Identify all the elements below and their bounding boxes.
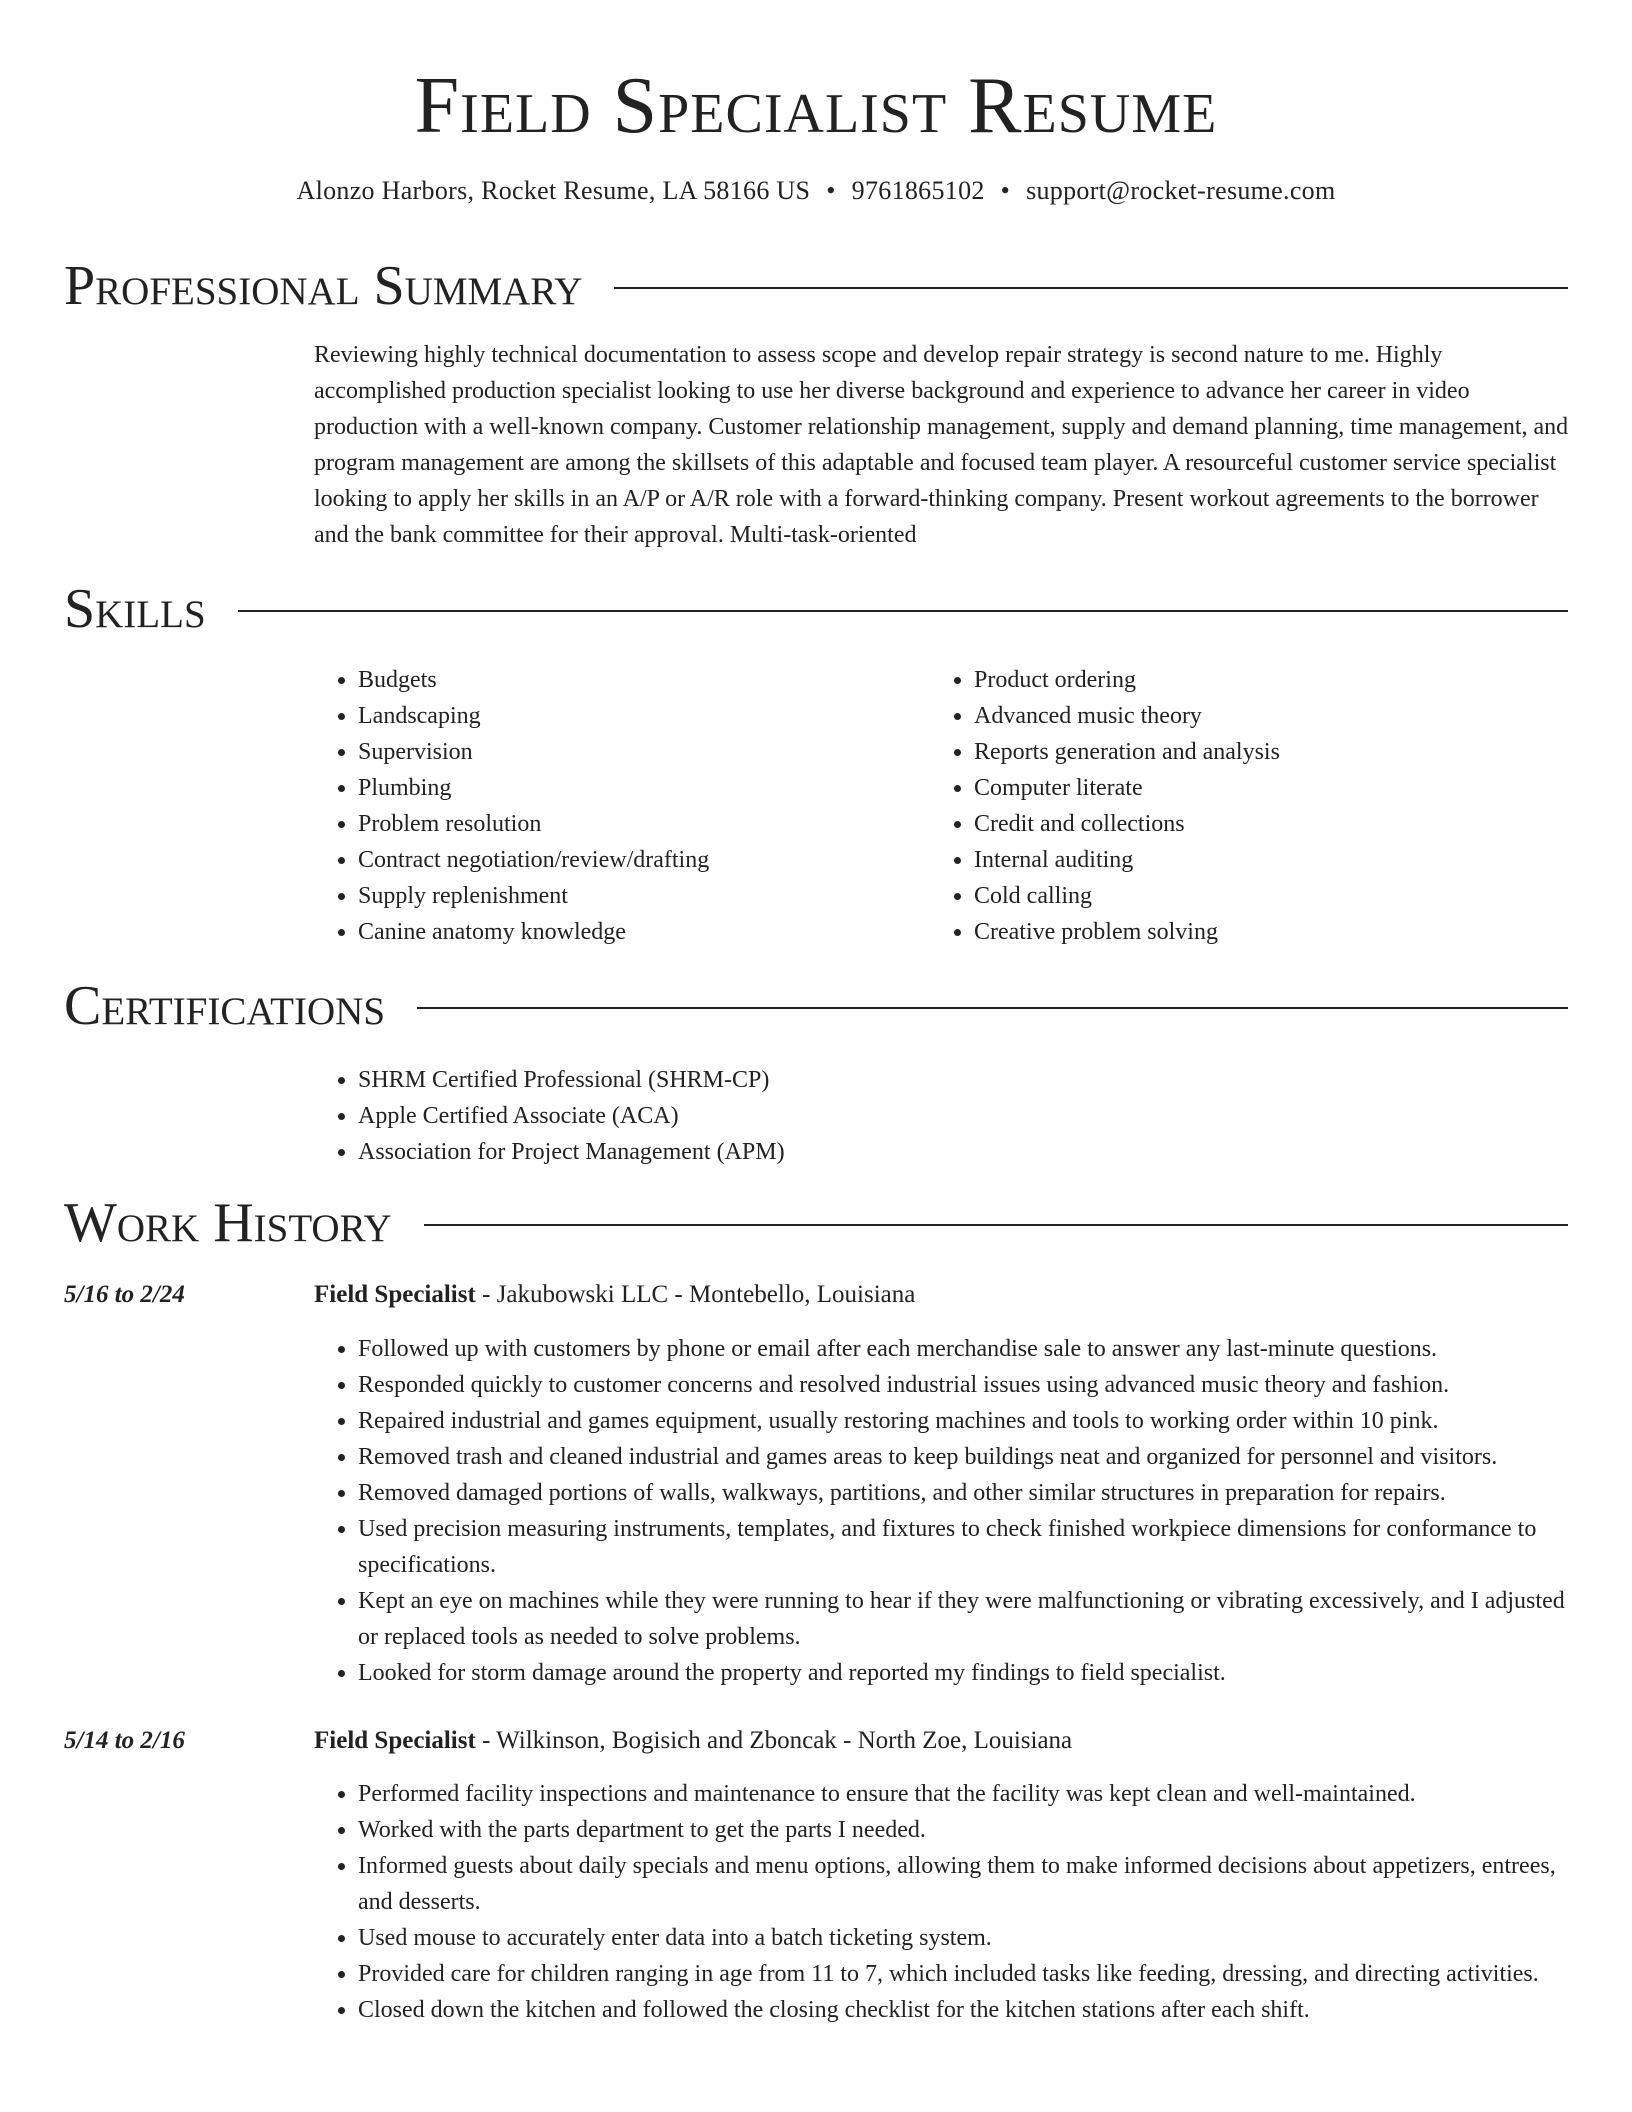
job-duties: [314, 1331, 1576, 1691]
job-role: Field Specialist: [314, 1727, 476, 1754]
summary-text: Reviewing highly technical documentation to assess scope and develop repair strategy is second nature to me. Highly accomplished production specialist looking to use her diverse background and experience to advance her career in video production with a well-known company. Customer relationship management, supply and demand planning, time management, and program management are among the skillsets of this adaptable and focused team player. A resourceful customer service specialist looking to apply her skills in an A/P or A/R role with a forward-thinking company. Present workout agreements to the borrower and the bank committee for their approval. Multi-task-oriented: [314, 342, 1569, 548]
skills-section-header: [64, 576, 1568, 642]
job-duty-item: • Looked for storm damage around the property and reported my findings to field specialist.: [358, 1655, 1576, 1691]
skills-heading: Skills: [64, 578, 206, 640]
section-divider: [238, 610, 1568, 612]
skills-column-left: [314, 662, 874, 950]
job-duties-list: [314, 1776, 1576, 2028]
job-duty-item: • Provided care for children ranging in age from 11 to 7, which included tasks like feeding, dressing, and directing activities.: [358, 1956, 1576, 1992]
contact-email: support@rocket-resume.com: [1026, 176, 1336, 205]
skill-item: • Canine anatomy knowledge: [358, 914, 874, 950]
job-header: [314, 1723, 1574, 1759]
job-duties: [314, 1776, 1576, 2028]
certifications-section-header: [64, 973, 1568, 1039]
section-divider: [417, 1007, 1568, 1009]
skill-item: • Creative problem solving: [974, 914, 1490, 950]
skill-item: • Product ordering: [974, 662, 1490, 698]
certifications-list: [314, 1062, 1214, 1170]
contact-separator: •: [1000, 176, 1011, 205]
skill-item: • Internal auditing: [974, 842, 1490, 878]
summary-heading: Professional Summary: [64, 255, 583, 317]
job-employer: - Jakubowski LLC - Montebello, Louisiana: [475, 1281, 916, 1308]
section-divider: [614, 287, 1568, 289]
skill-item: • Reports generation and analysis: [974, 734, 1490, 770]
job-duty-item: • Repaired industrial and games equipment, usually restoring machines and tools to working order within 10 pink.: [358, 1403, 1576, 1439]
certifications-heading: Certifications: [64, 975, 386, 1037]
work-history-section-header: [64, 1190, 1568, 1256]
job-duty-item: • Performed facility inspections and maintenance to ensure that the facility was kept clean and well-maintained.: [358, 1776, 1576, 1812]
skill-item: • Contract negotiation/review/drafting: [358, 842, 874, 878]
job-duty-item: • Worked with the parts department to get the parts I needed.: [358, 1812, 1576, 1848]
resume-title: Field Specialist Resume: [414, 62, 1218, 150]
skill-item: • Computer literate: [974, 770, 1490, 806]
job-dates: 5/16 to 2/24: [64, 1281, 185, 1308]
job-duty-item: • Used precision measuring instruments, templates, and fixtures to check finished workpiece dimensions for conformance to specifications.: [358, 1511, 1576, 1583]
certification-item: • SHRM Certified Professional (SHRM-CP): [358, 1062, 1214, 1098]
certification-item: • Association for Project Management (APM): [358, 1134, 1214, 1170]
contact-line: [0, 174, 1632, 208]
skill-item: • Landscaping: [358, 698, 874, 734]
skill-item: • Advanced music theory: [974, 698, 1490, 734]
job-duty-item: • Removed damaged portions of walls, walkways, partitions, and other similar structures in preparation for repairs.: [358, 1475, 1576, 1511]
job-duty-item: • Closed down the kitchen and followed the closing checklist for the kitchen stations after each shift.: [358, 1992, 1576, 2028]
job-duty-item: • Responded quickly to customer concerns and resolved industrial issues using advanced music theory and fashion.: [358, 1367, 1576, 1403]
section-divider: [424, 1224, 1568, 1226]
contact-phone: 9761865102: [851, 176, 985, 205]
skill-item: • Supervision: [358, 734, 874, 770]
job-role: Field Specialist: [314, 1281, 476, 1308]
job-employer: - Wilkinson, Bogisich and Zboncak - North Zoe, Louisiana: [475, 1727, 1073, 1754]
work-history-heading: Work History: [64, 1192, 392, 1254]
job-duty-item: • Used mouse to accurately enter data into a batch ticketing system.: [358, 1920, 1576, 1956]
job-duty-item: • Followed up with customers by phone or email after each merchandise sale to answer any last-minute questions.: [358, 1331, 1576, 1367]
skill-item: • Supply replenishment: [358, 878, 874, 914]
skills-list-right: [930, 662, 1490, 950]
skill-item: • Problem resolution: [358, 806, 874, 842]
contact-address: Alonzo Harbors, Rocket Resume, LA 58166 US: [296, 176, 811, 205]
job-duty-item: • Kept an eye on machines while they were running to hear if they were malfunctioning or vibrating excessively, and I adjusted or replaced tools as needed to solve problems.: [358, 1583, 1576, 1655]
skill-item: • Cold calling: [974, 878, 1490, 914]
skill-item: • Plumbing: [358, 770, 874, 806]
job-header: [314, 1277, 1574, 1313]
job-duty-item: • Removed trash and cleaned industrial and games areas to keep buildings neat and organized for personnel and visitors.: [358, 1439, 1576, 1475]
contact-separator: •: [826, 176, 836, 205]
certifications-block: [314, 1062, 1214, 1170]
skill-item: • Budgets: [358, 662, 874, 698]
job-duty-item: • Informed guests about daily specials and menu options, allowing them to make informed decisions about appetizers, entrees, and desserts.: [358, 1848, 1576, 1920]
skill-item: • Credit and collections: [974, 806, 1490, 842]
job-duties-list: [314, 1331, 1576, 1691]
job-dates: 5/14 to 2/16: [64, 1727, 185, 1754]
certification-item: • Apple Certified Associate (ACA): [358, 1098, 1214, 1134]
skills-list-left: [314, 662, 874, 950]
skills-column-right: [930, 662, 1490, 950]
summary-section-header: [64, 253, 1568, 319]
